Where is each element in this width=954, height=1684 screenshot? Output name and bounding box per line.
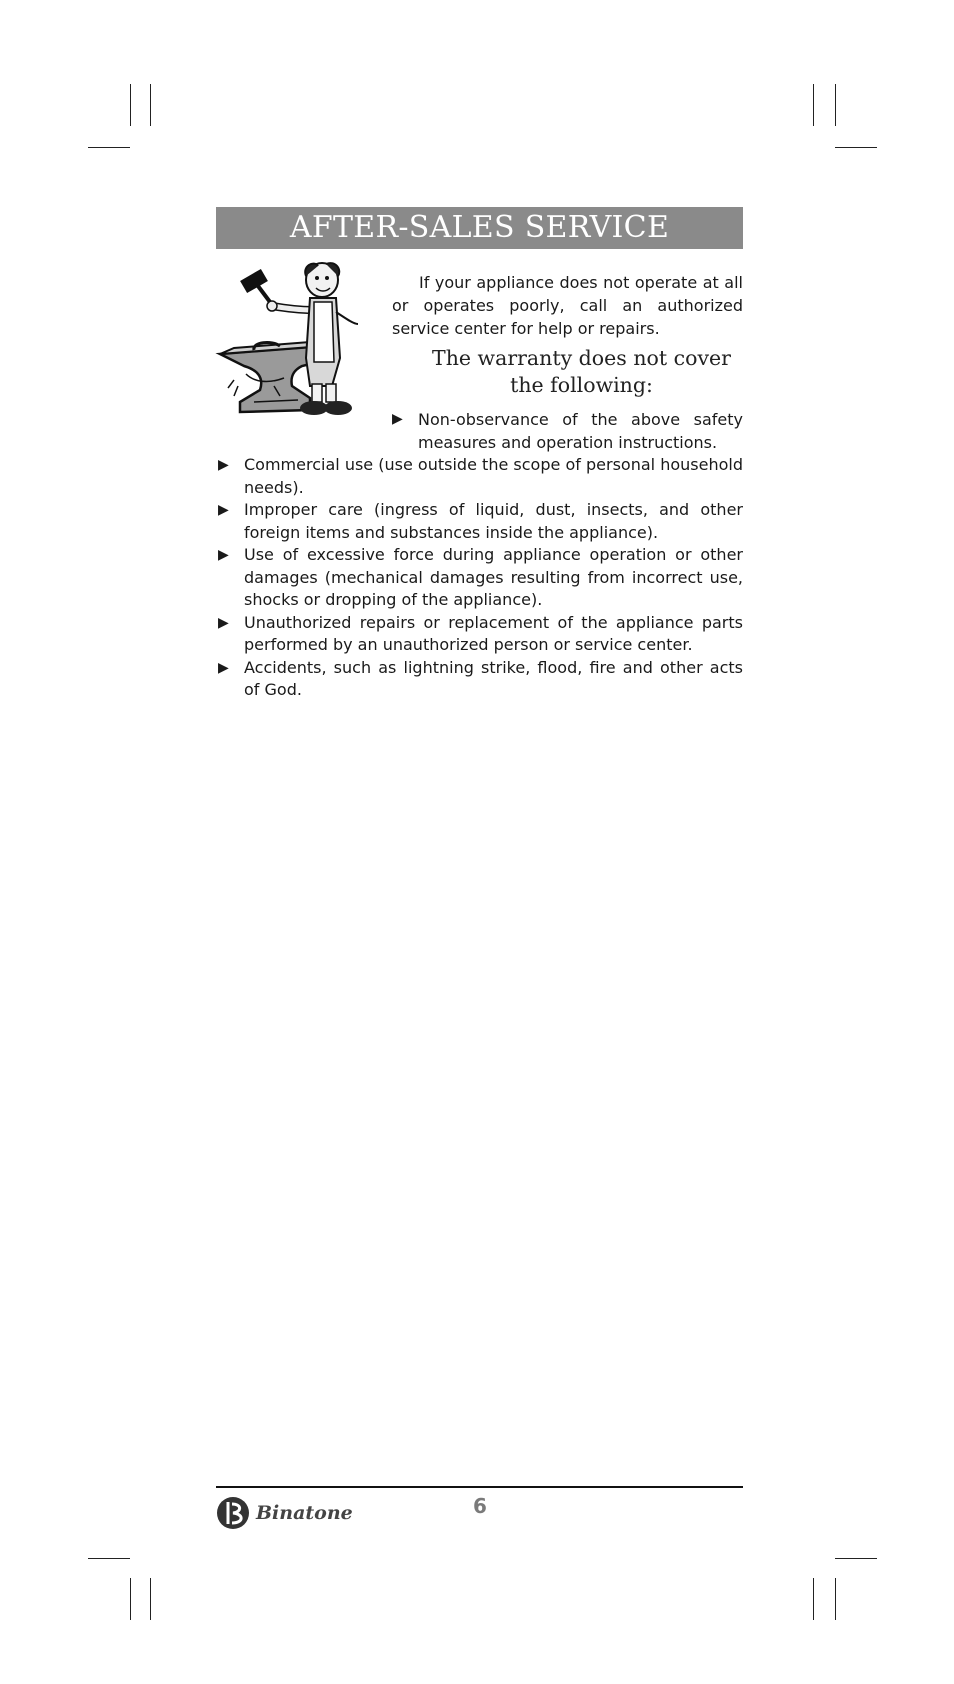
triangle-bullet-icon: ▶	[218, 457, 229, 473]
triangle-bullet-icon: ▶	[392, 411, 403, 427]
crop-mark	[150, 84, 151, 126]
crop-mark	[835, 1578, 836, 1620]
list-item-text: Commercial use (use outside the scope of personal household needs).	[244, 455, 743, 497]
list-item-text: Unauthorized repairs or replacement of the appliance parts performed by an unauthorized person or service center.	[244, 612, 743, 654]
crop-mark	[813, 1578, 814, 1620]
crop-mark	[813, 84, 814, 126]
list-item	[218, 612, 743, 657]
list-item	[218, 544, 743, 612]
list-item	[218, 657, 743, 702]
crop-mark	[835, 84, 836, 126]
list-item	[218, 454, 743, 499]
triangle-bullet-icon: ▶	[218, 659, 229, 676]
page-number: 6	[473, 1494, 487, 1518]
list-item-text: Accidents, such as lightning strike, flood, fire and other acts of God.	[244, 657, 743, 699]
triangle-bullet-icon: ▶	[218, 502, 229, 518]
crop-mark	[130, 84, 131, 126]
section-title: AFTER-SALES SERVICE	[216, 207, 743, 249]
triangle-bullet-icon: ▶	[218, 547, 229, 563]
warranty-heading-line: The warranty does not cover	[432, 346, 731, 370]
footer-divider	[216, 1486, 743, 1488]
crop-mark	[150, 1578, 151, 1620]
list-item	[218, 499, 743, 544]
blacksmith-anvil-icon	[214, 262, 380, 422]
crop-mark	[835, 147, 877, 148]
warranty-heading-line: the following:	[510, 373, 653, 397]
crop-mark	[130, 1578, 131, 1620]
triangle-bullet-icon: ▶	[218, 614, 229, 631]
list-item-text: Non-observance of the above safety measures and operation instructions.	[418, 410, 743, 452]
intro-paragraph: If your appliance does not operate at all or operates poorly, call an authorized service center for help or repairs.	[392, 273, 743, 338]
warranty-exclusions-list	[218, 454, 743, 702]
crop-mark	[835, 1558, 877, 1559]
binatone-logo-icon	[216, 1496, 252, 1530]
list-item-text: Improper care (ingress of liquid, dust, insects, and other foreign items and substances inside the appliance).	[244, 500, 743, 542]
warranty-heading	[420, 345, 743, 399]
brand-name: Binatone	[256, 1502, 353, 1524]
crop-mark	[88, 1558, 130, 1559]
crop-mark	[88, 147, 130, 148]
list-item	[392, 408, 743, 454]
list-item-text: Use of excessive force during appliance operation or other damages (mechanical damages resulting from incorrect use, shocks or dropping of the appliance).	[244, 545, 743, 609]
brand-logo	[216, 1495, 353, 1531]
